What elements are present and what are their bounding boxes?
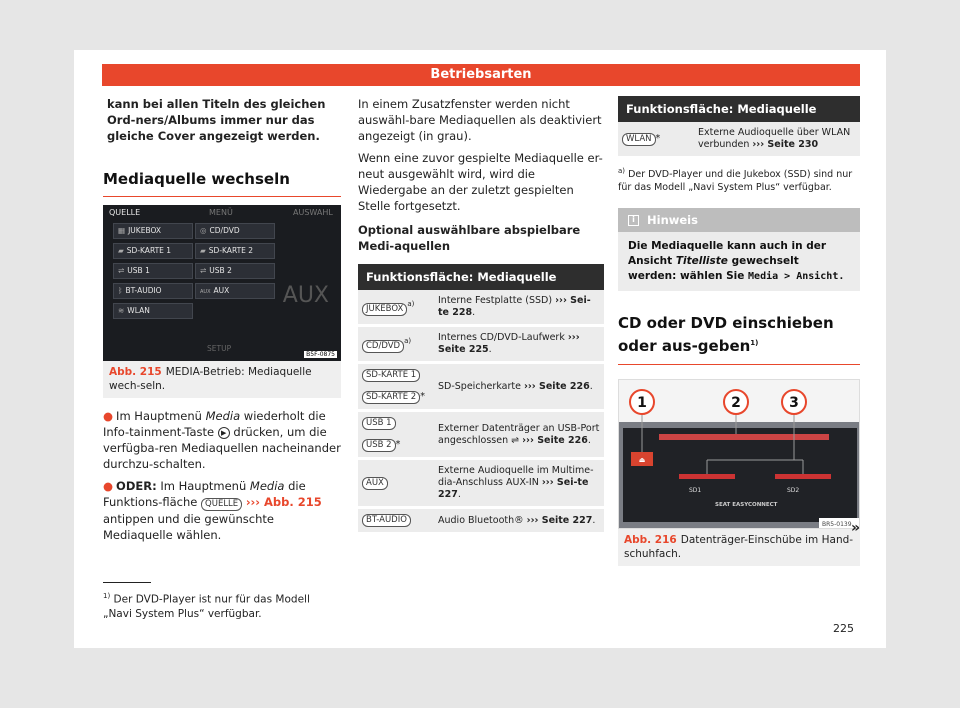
table-key-cell bbox=[362, 298, 438, 315]
section-title-text: CD oder DVD einschieben oder aus-geben bbox=[618, 314, 834, 356]
media-source-table bbox=[358, 290, 604, 535]
table-value-cell bbox=[438, 295, 600, 319]
text: wiederholt die Info-tainment-Taste bbox=[103, 409, 326, 439]
chapter-header: Betriebsarten bbox=[102, 64, 860, 86]
figure-caption-text: Datenträger-Einschübe im Hand-schuhfach. bbox=[624, 534, 854, 561]
figure-number: Abb. 215 bbox=[109, 366, 162, 378]
bluetooth-icon: ᛒ bbox=[118, 286, 123, 295]
table-key-cell bbox=[362, 369, 438, 404]
eject-icon: ⏏ bbox=[638, 456, 646, 465]
source-tile-label: USB 1 bbox=[127, 266, 150, 275]
figure-number: Abb. 216 bbox=[624, 534, 677, 547]
aux-large-label: AUX bbox=[282, 283, 329, 308]
key-line bbox=[362, 439, 438, 452]
glovebox-photo bbox=[618, 379, 860, 529]
key-line bbox=[362, 298, 438, 315]
table-value-cell bbox=[438, 423, 600, 447]
text: Die Mediaquelle kann auch in der Ansicht bbox=[628, 240, 827, 268]
setup-label: SETUP bbox=[207, 344, 232, 353]
table-row bbox=[358, 364, 604, 412]
paragraph-1: In einem Zusatzfenster werden nicht auswähl-bare Mediaquellen als deaktiviert angezeigt (in grau). bbox=[358, 97, 602, 143]
tab-auswahl: AUSWAHL bbox=[293, 208, 333, 217]
tab-quelle: QUELLE bbox=[109, 208, 141, 217]
table-intro: Optional auswählbare abspielbare Medi-aquellen bbox=[358, 223, 581, 253]
key-line bbox=[362, 514, 438, 527]
page-reference-link[interactable]: ››› Seite 227 bbox=[526, 514, 593, 526]
text: Externe Audioquelle im Multime-dia-Anschluss AUX-IN bbox=[438, 465, 594, 488]
table-key-cell bbox=[362, 335, 438, 352]
optional-star: * bbox=[395, 439, 401, 450]
source-key-button[interactable]: JUKEBOX bbox=[362, 303, 407, 316]
footnote-marker: 1) bbox=[750, 339, 759, 348]
bullet-item-2 bbox=[103, 478, 341, 543]
text: Externer Datenträger an USB-Port angeschlossen ⇌ bbox=[438, 422, 600, 446]
sd1-label: SD1 bbox=[689, 487, 702, 495]
footnote-marker: a) bbox=[407, 300, 415, 309]
glovebox-illustration bbox=[619, 380, 860, 529]
jukebox-icon: ▦ bbox=[118, 226, 126, 235]
intro-text: kann bei allen Titeln des gleichen Ord-ners/Albums immer nur das gleiche Cover angezeigt werden. bbox=[107, 97, 326, 143]
paragraph-2: Wenn eine zuvor gespielte Mediaquelle er-neut ausgewählt wird, wird die Wiedergabe an der zuletzt gespielten Stelle fortgesetzt. bbox=[358, 151, 603, 213]
text: Audio Bluetooth® bbox=[438, 514, 527, 526]
page-reference-link[interactable]: ››› Sei-te 227 bbox=[438, 477, 589, 500]
source-tile-aux[interactable] bbox=[195, 283, 275, 299]
wlan-button[interactable]: WLAN bbox=[622, 133, 656, 146]
key-line bbox=[362, 335, 438, 352]
footnote-divider bbox=[103, 582, 151, 583]
bullet-item-1 bbox=[103, 408, 341, 472]
menu-path: Media > Ansicht. bbox=[748, 271, 845, 283]
bullet-dot: ● bbox=[103, 479, 114, 493]
table-value-cell bbox=[698, 127, 856, 151]
tab-menu: MENÜ bbox=[209, 208, 233, 217]
column-middle bbox=[358, 96, 604, 535]
infotainment-screen bbox=[103, 205, 341, 361]
source-tile-label: AUX bbox=[213, 286, 230, 295]
continue-mark: » bbox=[851, 520, 861, 536]
text: die Funktions-fläche bbox=[103, 479, 306, 509]
source-key-button[interactable]: SD-KARTE 2 bbox=[362, 391, 420, 404]
callout-1-label: 1 bbox=[637, 395, 647, 412]
table-value-cell bbox=[438, 332, 600, 356]
figure-caption-216 bbox=[618, 529, 860, 566]
text: . bbox=[589, 380, 593, 392]
table-value-cell bbox=[438, 381, 600, 393]
source-key-button[interactable]: SD-KARTE 1 bbox=[362, 369, 420, 382]
text: antippen und die gewünschte Mediaquelle wählen. bbox=[103, 512, 274, 542]
footnote-1 bbox=[103, 589, 341, 621]
key-line bbox=[362, 369, 438, 382]
source-tile-bt-audio[interactable] bbox=[113, 283, 193, 299]
hint-body bbox=[618, 232, 860, 291]
source-tile-usb-1[interactable] bbox=[113, 263, 193, 279]
page-reference-link[interactable]: ››› Seite 230 bbox=[752, 139, 819, 150]
text: . bbox=[457, 489, 461, 500]
text: SD-Speicherkarte bbox=[438, 380, 524, 392]
table-key-cell bbox=[622, 133, 698, 146]
source-tile-sd-karte-2[interactable] bbox=[195, 243, 275, 259]
footnote-text: Der DVD-Player und die Jukebox (SSD) sind nur für das Modell „Navi System Plus“ verfügbar. bbox=[618, 169, 853, 194]
aux-icon: AUX bbox=[200, 289, 211, 295]
column-left bbox=[103, 96, 341, 543]
section-title-mediaquelle: Mediaquelle wechseln bbox=[103, 170, 341, 197]
table-footnote bbox=[618, 165, 860, 194]
table-row bbox=[358, 327, 604, 364]
text: gewechselt werden: wählen Sie bbox=[628, 255, 799, 283]
key-line bbox=[362, 417, 438, 430]
text: . bbox=[472, 307, 476, 318]
oder-label: ODER: bbox=[116, 479, 157, 493]
table-header-continued: Funktionsfläche: Mediaquelle bbox=[618, 96, 860, 122]
table-value-cell bbox=[438, 515, 600, 527]
figure-reference-link[interactable]: ››› Abb. 215 bbox=[245, 495, 322, 509]
usb-icon: ⇌ bbox=[118, 266, 125, 275]
source-tile-label: SD-KARTE 1 bbox=[126, 246, 172, 255]
source-tile-label: CD/DVD bbox=[209, 226, 240, 235]
table-key-cell bbox=[362, 514, 438, 527]
optional-star: * bbox=[655, 132, 661, 144]
source-tile-cd-dvd[interactable] bbox=[195, 223, 275, 239]
disc-slot bbox=[659, 434, 829, 440]
footnote-marker: 1) bbox=[103, 592, 111, 600]
figure-caption-215 bbox=[103, 361, 341, 398]
footnote-text: Der DVD-Player ist nur für das Modell „Navi System Plus“ verfügbar. bbox=[103, 593, 310, 620]
text-emphasis: Media bbox=[205, 409, 241, 423]
key-line bbox=[362, 391, 438, 404]
quelle-button[interactable]: QUELLE bbox=[201, 498, 242, 511]
section-title-cd-dvd bbox=[618, 313, 860, 365]
page-number: 225 bbox=[833, 622, 854, 635]
figure-code: B5F-0875 bbox=[306, 351, 335, 358]
source-key-button[interactable]: USB 2 bbox=[362, 439, 396, 452]
source-key-button[interactable]: BT-AUDIO bbox=[362, 514, 411, 527]
text: Im Hauptmenü bbox=[156, 479, 250, 493]
bullet-dot: ● bbox=[103, 409, 114, 423]
sd2-label: SD2 bbox=[787, 487, 800, 495]
footnote-marker: a) bbox=[404, 337, 412, 346]
play-button-icon: ▶ bbox=[218, 427, 230, 439]
brand-label: SEAT EASYCONNECT bbox=[715, 502, 778, 509]
callout-3-label: 3 bbox=[789, 395, 799, 412]
text: drücken, um die verfügba-ren Mediaquellen nacheinander durchzu-schalten. bbox=[103, 425, 341, 471]
text: Im Hauptmenü bbox=[116, 409, 206, 423]
source-key-button[interactable]: CD/DVD bbox=[362, 340, 404, 353]
key-line bbox=[362, 477, 438, 490]
figure-code: BR5-0139 bbox=[822, 521, 852, 529]
page-reference-link[interactable]: ››› Seite 225 bbox=[438, 332, 580, 355]
text: Interne Festplatte (SSD) bbox=[438, 295, 556, 306]
wlan-icon: ≋ bbox=[118, 306, 125, 315]
sd1-slot bbox=[679, 474, 735, 479]
text-emphasis: Titelliste bbox=[675, 255, 728, 268]
source-key-button[interactable]: AUX bbox=[362, 477, 388, 490]
page-reference-link[interactable]: ››› Seite 226 bbox=[522, 434, 588, 446]
table-row bbox=[358, 509, 604, 535]
source-tile-label: BT-AUDIO bbox=[125, 286, 162, 295]
usb-icon: ⇌ bbox=[200, 266, 207, 275]
table-key-cell bbox=[362, 417, 438, 452]
source-tile-wlan[interactable] bbox=[113, 303, 193, 319]
source-tile-usb-2[interactable] bbox=[195, 263, 275, 279]
text: Internes CD/DVD-Laufwerk bbox=[438, 332, 568, 343]
optional-star: * bbox=[420, 391, 425, 402]
page-reference-link[interactable]: ››› Seite 226 bbox=[523, 380, 590, 392]
source-tile-jukebox[interactable] bbox=[113, 223, 193, 239]
hint-title: Hinweis bbox=[647, 213, 698, 228]
footnote-marker: a) bbox=[618, 167, 626, 175]
column-right bbox=[618, 96, 860, 566]
text: . bbox=[587, 434, 591, 446]
source-tile-label: SD-KARTE 2 bbox=[208, 246, 254, 255]
table-row-wlan bbox=[618, 122, 860, 159]
table-row bbox=[358, 412, 604, 460]
disc-icon: ◎ bbox=[200, 226, 207, 235]
callout-2-label: 2 bbox=[731, 395, 741, 412]
hint-header bbox=[618, 208, 860, 232]
sd-card-icon: ▰ bbox=[118, 246, 124, 255]
table-row bbox=[358, 290, 604, 327]
text-emphasis: Media bbox=[249, 479, 285, 493]
figure-caption-text: MEDIA-Betrieb: Mediaquelle wech-seln. bbox=[109, 366, 312, 392]
page-reference-link[interactable]: ››› Sei-te 228 bbox=[438, 295, 591, 318]
source-tile-label: USB 2 bbox=[209, 266, 232, 275]
text: . bbox=[592, 514, 596, 526]
table-header: Funktionsfläche: Mediaquelle bbox=[358, 264, 604, 290]
table-key-cell bbox=[362, 477, 438, 490]
text: Externe Audioquelle über WLAN verbunden bbox=[698, 127, 851, 150]
table-value-cell bbox=[438, 465, 600, 501]
sd-card-icon: ▰ bbox=[200, 246, 206, 255]
text: . bbox=[488, 344, 492, 355]
source-tile-label: JUKEBOX bbox=[128, 226, 162, 235]
sd2-slot bbox=[775, 474, 831, 479]
source-tile-label: WLAN bbox=[127, 306, 150, 315]
source-key-button[interactable]: USB 1 bbox=[362, 417, 396, 430]
source-tile-sd-karte-1[interactable] bbox=[113, 243, 193, 259]
table-row bbox=[358, 460, 604, 509]
info-icon: i bbox=[628, 215, 639, 226]
